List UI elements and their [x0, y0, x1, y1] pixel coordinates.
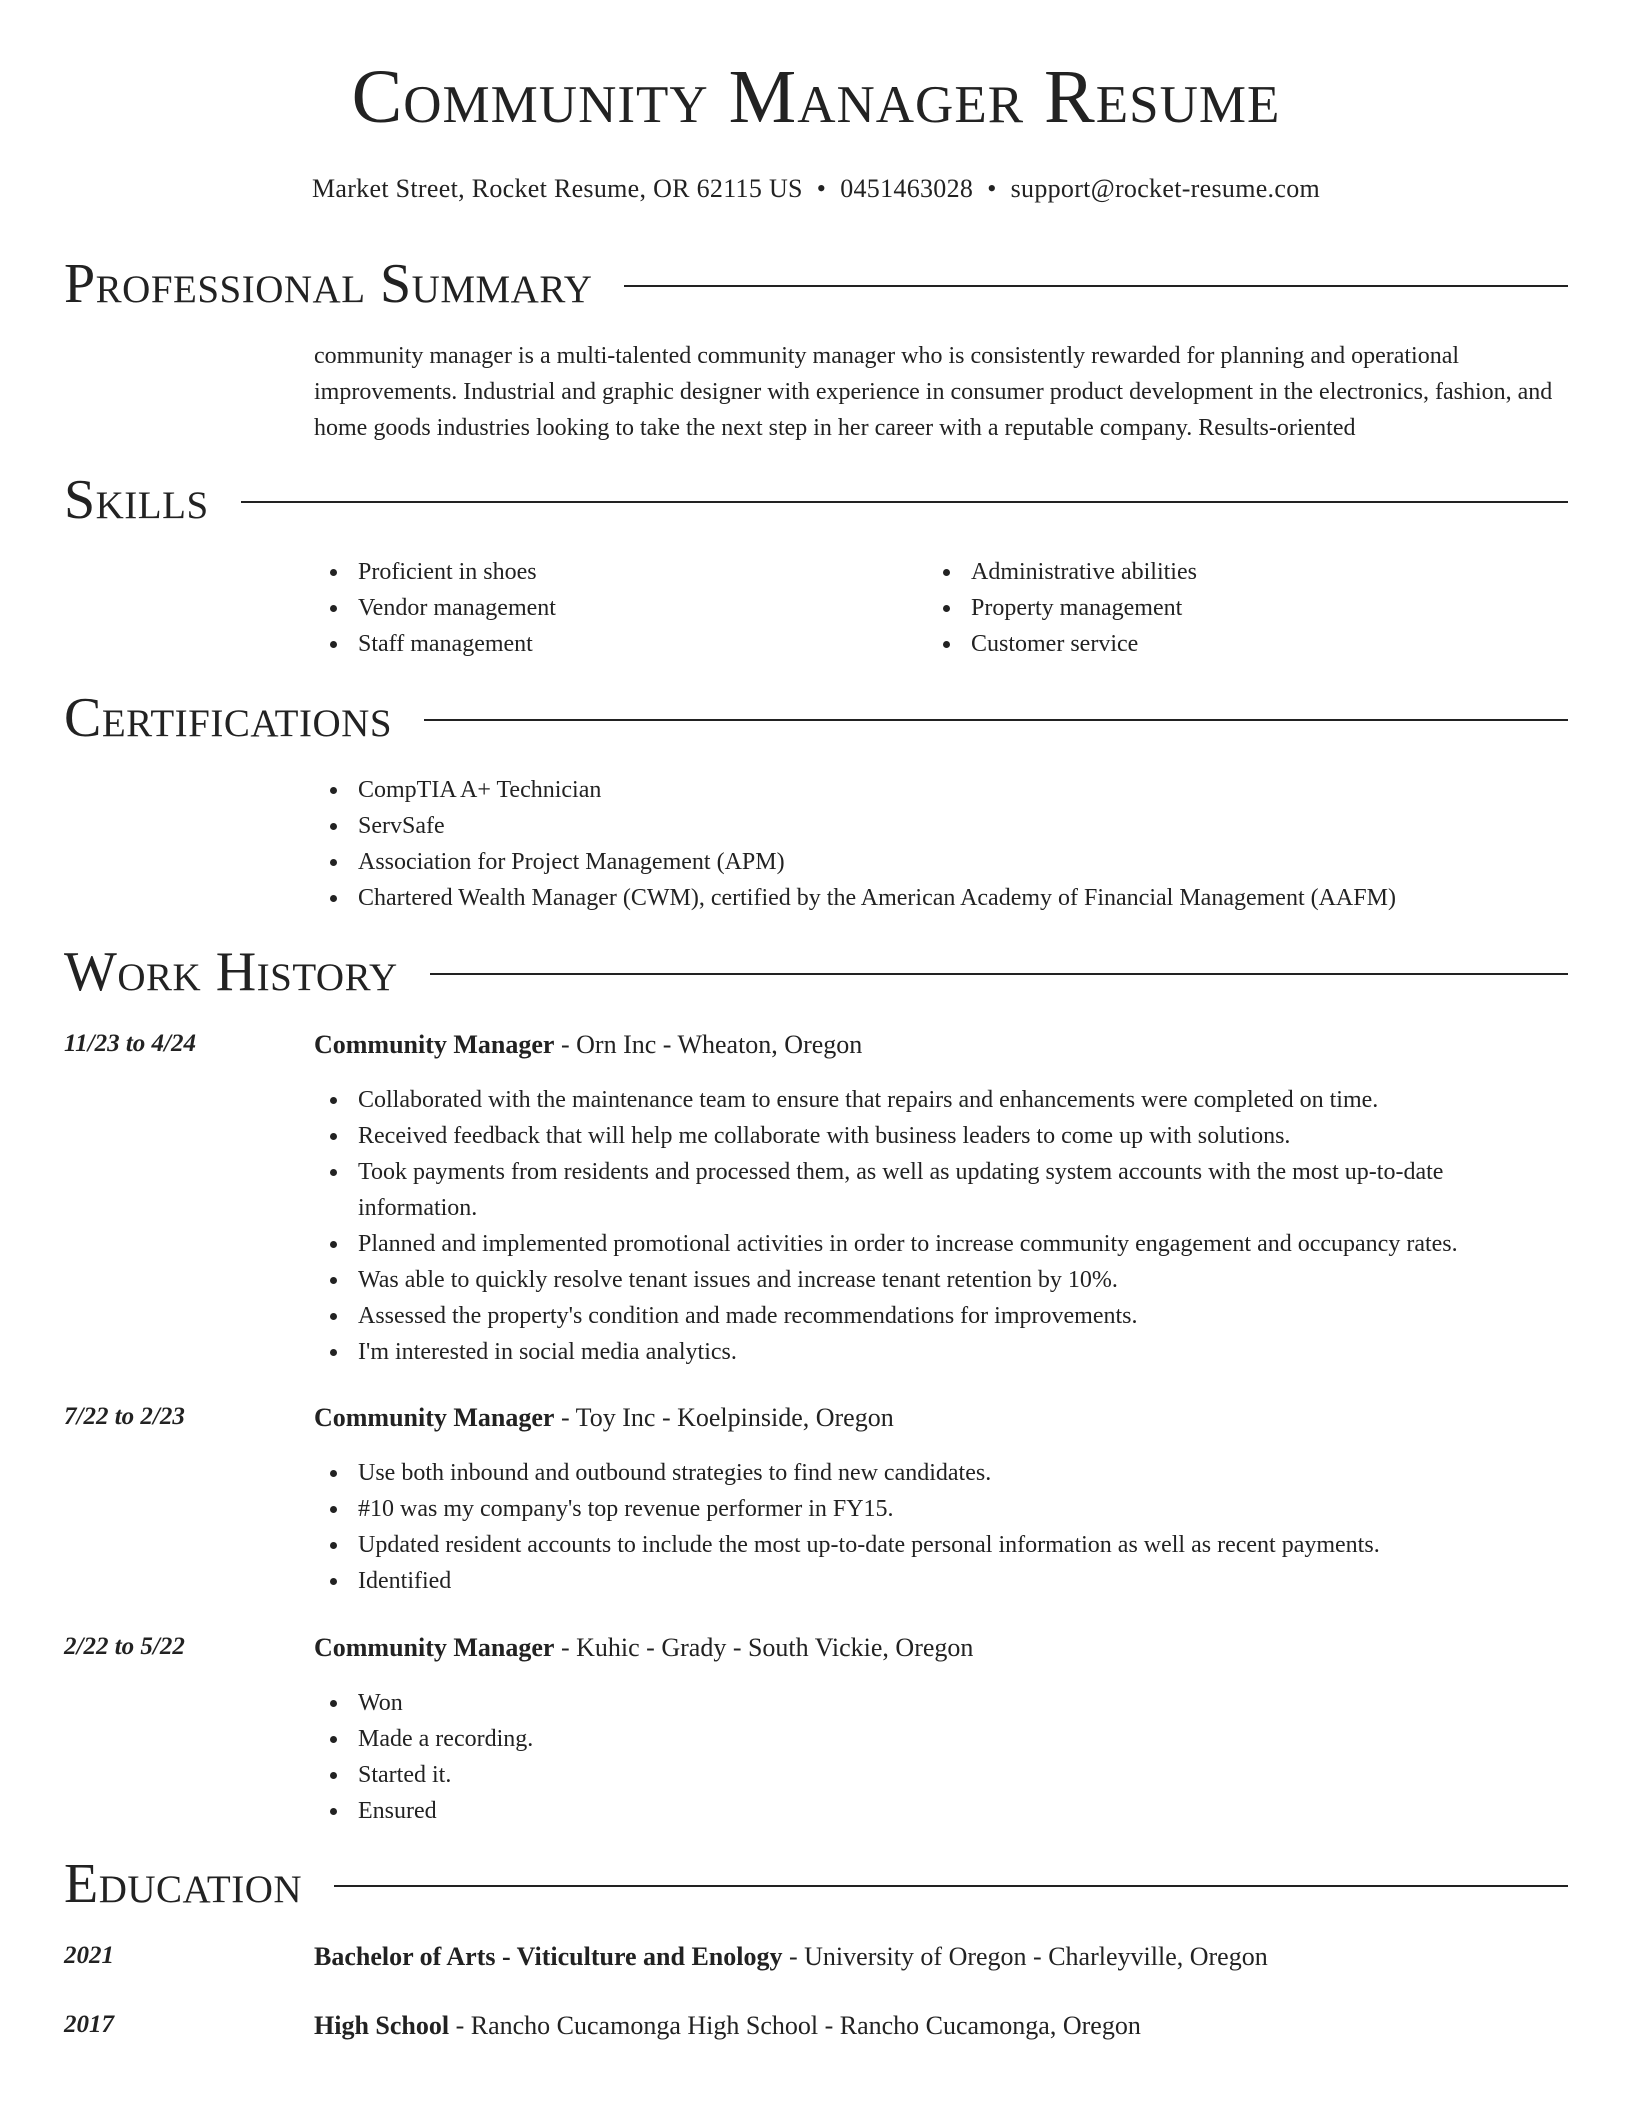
certifications-heading: Certifications [64, 687, 393, 749]
job-bullets [314, 1685, 1568, 1829]
job-dates: 7/22 to 2/23 [64, 1403, 185, 1430]
contact-line [0, 174, 1632, 204]
job-bullet: Assessed the property's condition and made recommendations for improvements. [314, 1298, 1568, 1334]
job-title: Community Manager [314, 1633, 555, 1662]
certifications-section-heading [64, 686, 1568, 750]
section-divider [241, 501, 1568, 503]
work-heading: Work History [64, 941, 398, 1003]
education-degree: High School [314, 2011, 450, 2040]
job-bullet: Started it. [314, 1757, 1568, 1793]
job-heading [314, 1633, 1568, 1663]
education-year: 2017 [64, 2011, 114, 2038]
work-section-heading [64, 940, 1568, 1004]
certification-item: ServSafe [314, 808, 1568, 844]
contact-address: Market Street, Rocket Resume, OR 62115 US [311, 174, 803, 203]
job-bullet: Updated resident accounts to include the most up-to-date personal information as well as recent payments. [314, 1527, 1568, 1563]
skills-list-right [927, 554, 1527, 662]
section-divider [430, 973, 1568, 975]
contact-separator: • [816, 174, 827, 203]
job-dates: 11/23 to 4/24 [64, 1030, 196, 1057]
summary-heading: Professional Summary [64, 253, 593, 315]
summary-section-heading [64, 252, 1568, 316]
education-details: - Rancho Cucamonga High School - Rancho Cucamonga, Oregon [449, 2011, 1141, 2040]
resume-title: Community Manager Resume [351, 55, 1281, 139]
section-divider [624, 285, 1568, 287]
job-bullet: Identified [314, 1563, 1568, 1599]
education-heading: Education [64, 1853, 303, 1915]
education-details: - University of Oregon - Charleyville, Oregon [782, 1942, 1268, 1971]
summary-text: community manager is a multi-talented community manager who is consistently rewarded for planning and operational improvements. Industrial and graphic designer with experience in consumer product development in the electronics, fashion, and home goods industries looking to take the next step in her career with a reputable company. Results-oriented [314, 343, 1553, 441]
job-bullet: Received feedback that will help me collaborate with business leaders to come up with solutions. [314, 1118, 1568, 1154]
contact-separator: • [987, 174, 997, 203]
job-details: - Toy Inc - Koelpinside, Oregon [554, 1403, 894, 1432]
skill-item: Vendor management [314, 590, 914, 626]
job-details: - Kuhic - Grady - South Vickie, Oregon [554, 1633, 974, 1662]
job-bullets [314, 1082, 1568, 1370]
certification-item: CompTIA A+ Technician [314, 772, 1568, 808]
job-bullet: Planned and implemented promotional activities in order to increase community engagement and occupancy rates. [314, 1226, 1568, 1262]
job-details: - Orn Inc - Wheaton, Oregon [554, 1030, 863, 1059]
contact-email: support@rocket-resume.com [1010, 174, 1321, 203]
job-heading [314, 1030, 1568, 1060]
skill-item: Administrative abilities [927, 554, 1527, 590]
certification-item: Chartered Wealth Manager (CWM), certified by the American Academy of Financial Management (AAFM) [314, 880, 1568, 916]
section-divider [334, 1885, 1568, 1887]
skill-item: Staff management [314, 626, 914, 662]
job-bullet: #10 was my company's top revenue performer in FY15. [314, 1491, 1568, 1527]
job-bullet: Use both inbound and outbound strategies to find new candidates. [314, 1455, 1568, 1491]
job-bullet: Took payments from residents and processed them, as well as updating system accounts with the most up-to-date information. [314, 1154, 1568, 1226]
skills-section-heading [64, 468, 1568, 532]
skill-item: Property management [927, 590, 1527, 626]
job-bullet: I'm interested in social media analytics. [314, 1334, 1568, 1370]
job-bullet: Was able to quickly resolve tenant issues and increase tenant retention by 10%. [314, 1262, 1568, 1298]
education-section-heading [64, 1852, 1568, 1916]
job-bullet: Ensured [314, 1793, 1568, 1829]
job-heading [314, 1403, 1568, 1433]
education-year: 2021 [64, 1942, 114, 1969]
certifications-list [314, 772, 1568, 916]
skill-item: Proficient in shoes [314, 554, 914, 590]
job-title: Community Manager [314, 1030, 555, 1059]
education-entry [314, 2011, 1568, 2041]
job-dates: 2/22 to 5/22 [64, 1633, 185, 1660]
education-entry [314, 1942, 1568, 1972]
skills-list-left [314, 554, 914, 662]
job-bullets [314, 1455, 1568, 1599]
skill-item: Customer service [927, 626, 1527, 662]
skills-heading: Skills [64, 469, 209, 531]
education-degree: Bachelor of Arts - Viticulture and Enology [314, 1942, 783, 1971]
contact-phone: 0451463028 [840, 174, 974, 203]
job-title: Community Manager [314, 1403, 555, 1432]
certification-item: Association for Project Management (APM) [314, 844, 1568, 880]
job-bullet: Won [314, 1685, 1568, 1721]
job-bullet: Collaborated with the maintenance team to ensure that repairs and enhancements were completed on time. [314, 1082, 1568, 1118]
job-bullet: Made a recording. [314, 1721, 1568, 1757]
section-divider [424, 719, 1568, 721]
